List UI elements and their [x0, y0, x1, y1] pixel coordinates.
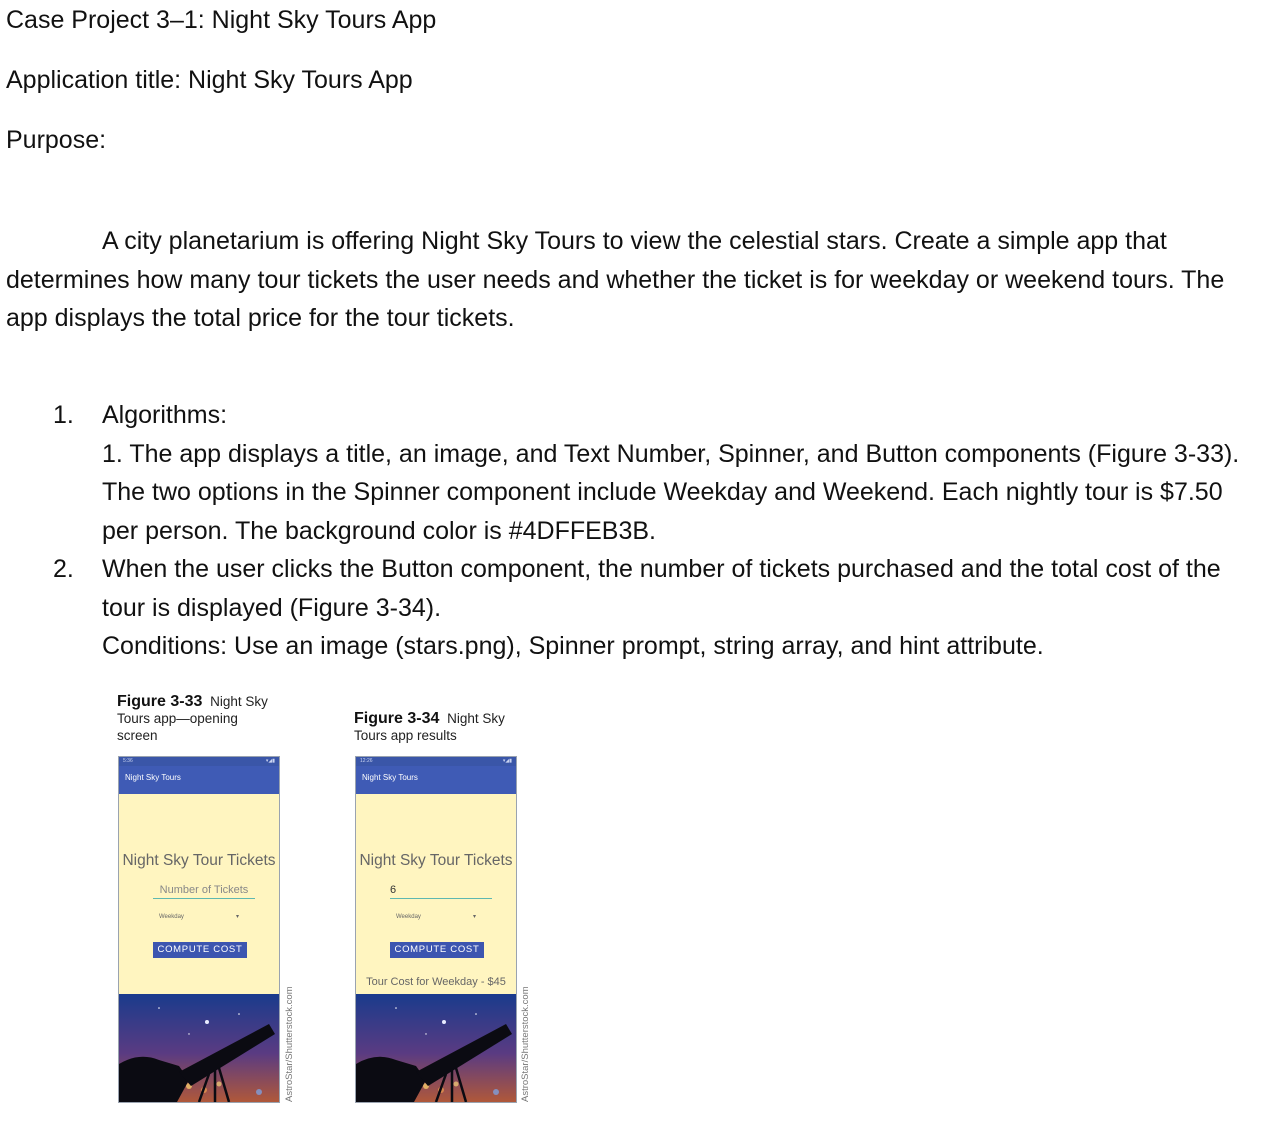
compute-cost-button[interactable]: COMPUTE COST	[390, 942, 484, 958]
list-heading: Algorithms:	[102, 401, 228, 429]
tour-cost-result: Tour Cost for Weekday - $45	[366, 976, 506, 988]
status-bar	[356, 757, 516, 766]
list-text: When the user clicks the Button component, the number of tickets purchased and the total cost of the tour is displayed (Figure 3-34).	[102, 555, 1221, 622]
status-time: 5:36	[123, 758, 133, 764]
tickets-input[interactable]: Number of Tickets	[153, 882, 255, 899]
status-time: 12:26	[360, 758, 373, 764]
document-title: Case Project 3–1: Night Sky Tours App	[6, 6, 437, 34]
list-conditions: Conditions: Use an image (stars.png), Spinner prompt, string array, and hint attribute.	[102, 632, 1044, 660]
signal-battery-icon: ▾◢▮	[265, 758, 275, 764]
application-title: Application title: Night Sky Tours App	[6, 66, 413, 94]
figure-number: Figure 3-34	[354, 710, 440, 727]
app-bar-title: Night Sky Tours	[119, 766, 279, 794]
figure-caption	[117, 693, 277, 744]
list-number: 1.	[53, 401, 74, 429]
list-text: 1. The app displays a title, an image, and Text Number, Spinner, and Button components (Figure 3-33). The two options in the Spinner component include Weekday and Weekend. Each nightly tour is $7.50 per person. The background color is #4DFFEB3B.	[102, 439, 1240, 545]
spinner-value: Weekday	[396, 914, 421, 920]
phone-screenshot-results	[355, 756, 517, 1103]
compute-cost-button[interactable]: COMPUTE COST	[153, 942, 247, 958]
image-credit: AstroStar/Shutterstock.com	[284, 986, 295, 1102]
purpose-paragraph: A city planetarium is offering Night Sky Tours to view the celestial stars. Create a simple app that determines how many tour tickets the user needs and whether the ticket is for weekday or weekend tours. The app displays the total price for the tour tickets.	[6, 227, 1225, 332]
figure-caption	[354, 710, 529, 744]
stars-telescope-image	[356, 994, 516, 1102]
image-credit: AstroStar/Shutterstock.com	[520, 986, 531, 1102]
dropdown-arrow-icon: ▾	[235, 914, 239, 920]
spinner-value: Weekday	[159, 914, 184, 920]
purpose-label: Purpose:	[6, 126, 107, 154]
list-number: 2.	[53, 555, 74, 583]
app-heading: Night Sky Tour Tickets	[359, 852, 513, 869]
tickets-input[interactable]: 6	[390, 882, 492, 899]
figure-number: Figure 3-33	[117, 693, 203, 710]
status-bar	[119, 757, 279, 766]
day-spinner[interactable]	[159, 914, 239, 920]
figure-caption-text: Night Sky Tours app—opening screen	[117, 694, 268, 743]
signal-battery-icon: ▾◢▮	[502, 758, 512, 764]
stars-telescope-image	[119, 994, 279, 1102]
app-bar-title: Night Sky Tours	[356, 766, 516, 794]
figure-caption-text: Night Sky Tours app results	[354, 711, 505, 743]
phone-screenshot-opening	[118, 756, 280, 1103]
day-spinner[interactable]	[396, 914, 476, 920]
dropdown-arrow-icon: ▾	[472, 914, 476, 920]
app-heading: Night Sky Tour Tickets	[122, 852, 276, 869]
